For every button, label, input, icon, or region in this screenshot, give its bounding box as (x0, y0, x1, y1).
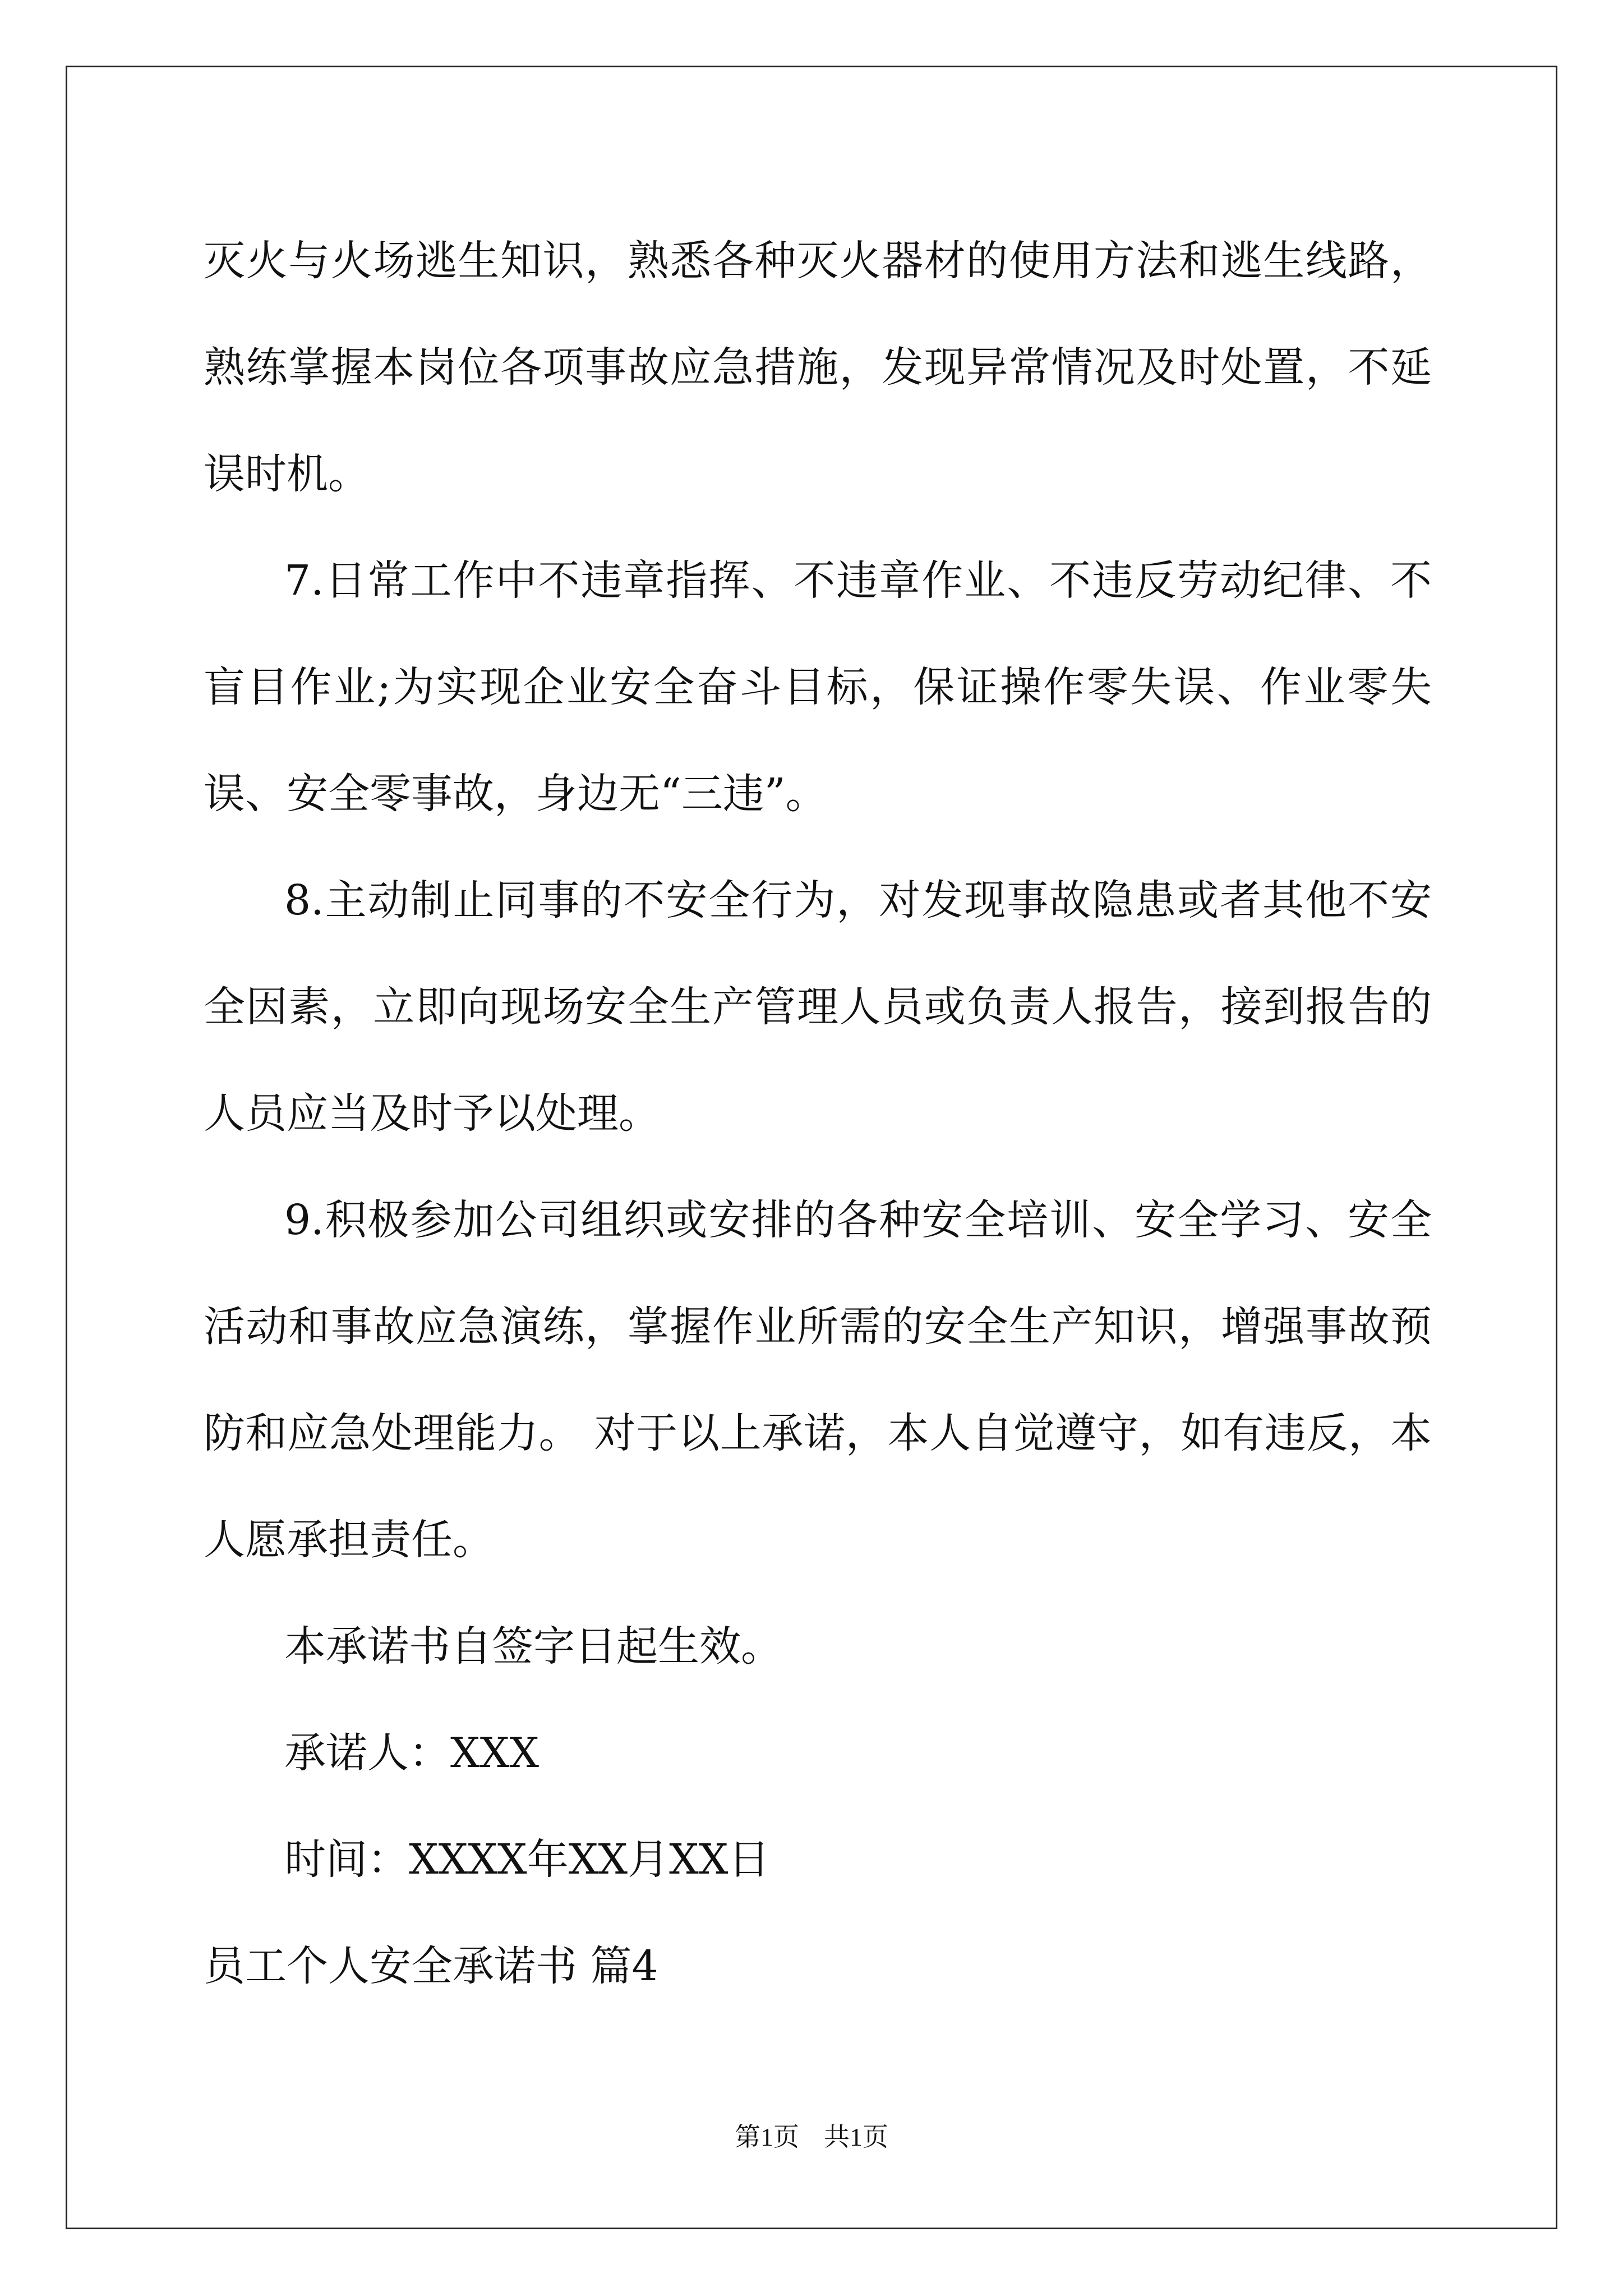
document-body (204, 208, 1432, 2019)
paragraph-effective-statement: 本承诺书自签字日起生效。 (284, 1622, 782, 1671)
paragraph-item-9: 9.积极参加公司组织或安排的各种安全培训、安全学习、安全活动和事故应急演练，掌握作业所需的安全生产知识，增强事故预防和应急处理能力。 对于以上承诺，本人自觉遵守，如有违反，本人愿承担责任。 (204, 1196, 1432, 1564)
page-number-total: 共1页 (824, 2123, 888, 2151)
paragraph-date: 时间：XXXX年XX月XX日 (284, 1835, 770, 1884)
section-heading: 员工个人安全承诺书 篇4 (204, 1942, 658, 1990)
paragraph-continuation: 灭火与火场逃生知识，熟悉各种灭火器材的使用方法和逃生线路，熟练掌握本岗位各项事故应急措施，发现异常情况及时处置，不延误时机。 (204, 237, 1432, 498)
page-footer (0, 2120, 1623, 2154)
paragraph-signatory: 承诺人：XXX (284, 1729, 540, 1777)
page-number-current: 第1页 (735, 2123, 799, 2151)
paragraph-item-7: 7.日常工作中不违章指挥、不违章作业、不违反劳动纪律、不盲目作业;为实现企业安全奋斗目标，保证操作零失误、作业零失误、安全零事故，身边无“三违”。 (204, 556, 1432, 818)
paragraph-item-8: 8.主动制止同事的不安全行为，对发现事故隐患或者其他不安全因素，立即向现场安全生产管理人员或负责人报告，接到报告的人员应当及时予以处理。 (204, 876, 1432, 1138)
